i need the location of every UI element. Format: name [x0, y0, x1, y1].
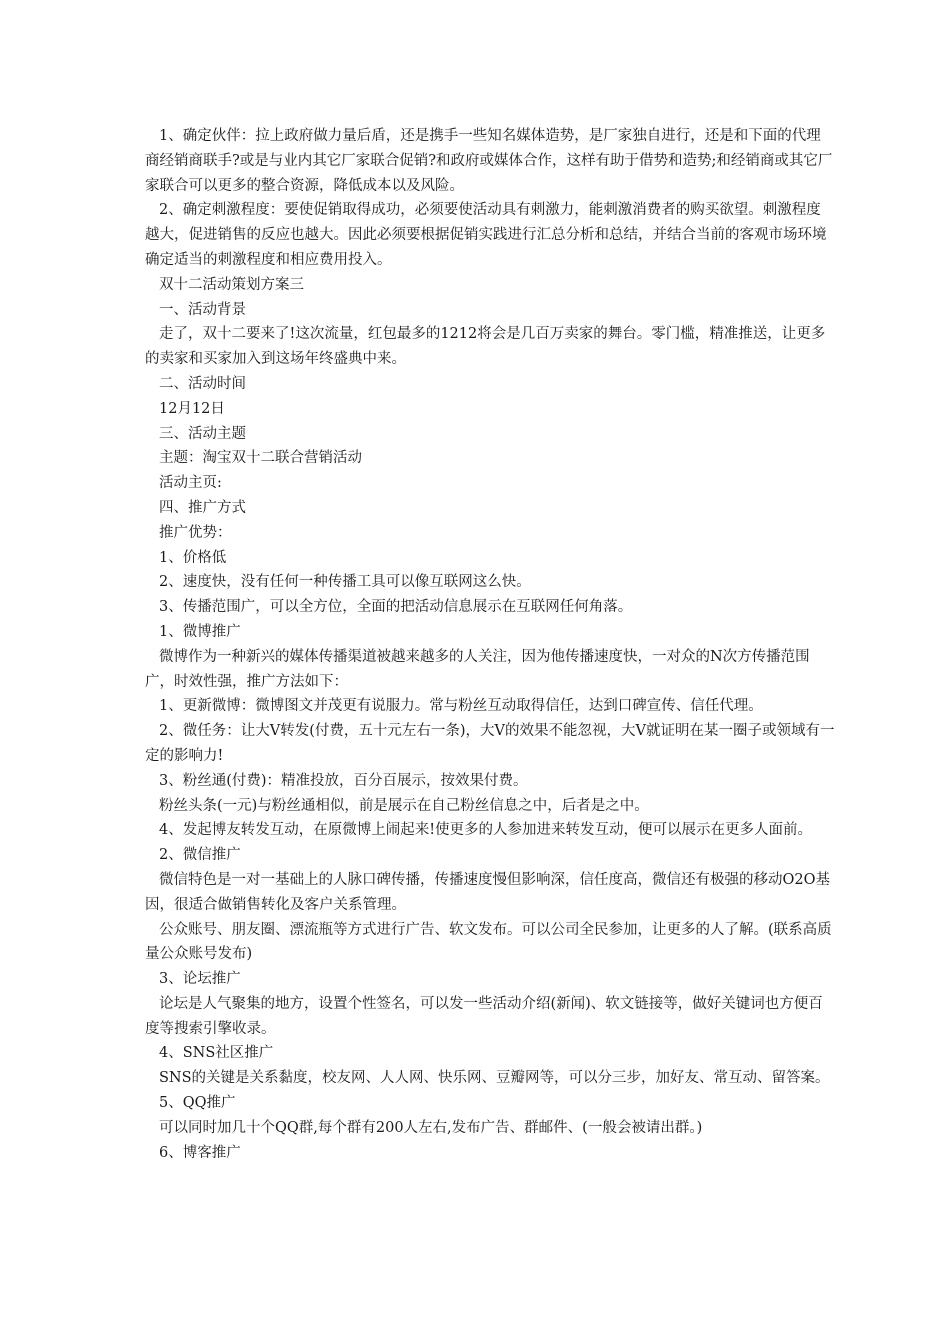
paragraph-date: 12月12日	[159, 400, 225, 417]
heading-promotion-methods: 四、推广方式	[159, 499, 246, 516]
heading-qq: 5、QQ推广	[159, 1095, 236, 1112]
paragraph-background: 走了，双十二要来了!这次流量，红包最多的1212将会是几百万卖家的舞台。零门槛，精准推送，让更多的卖家和买家加入到这场年终盛典中来。	[145, 326, 826, 368]
document-body	[145, 124, 835, 1165]
heading-forum: 3、论坛推广	[159, 971, 241, 988]
list-item-wide-reach: 3、传播范围广，可以全方位，全面的把活动信息展示在互联网任何角落。	[159, 599, 633, 616]
paragraph-fans-headline: 粉丝头条(一元)与粉丝通相似，前是展示在自己粉丝信息之中，后者是之中。	[159, 797, 649, 814]
paragraph-wechat-features: 微信特色是一对一基础上的人脉口碑传播，传播速度慢但影响深，信任度高，微信还有极强的移动O2O基因，很适合做销售转化及客户关系管理。	[145, 871, 830, 913]
list-item-fans-tong: 3、粉丝通(付费)：精准投放，百分百展示，按效果付费。	[159, 772, 528, 789]
list-item-repost-interaction: 4、发起博友转发互动，在原微博上闹起来!使更多的人参加进来转发互动，便可以展示在更多人面前。	[159, 822, 813, 839]
heading-time: 二、活动时间	[159, 375, 246, 392]
paragraph-qq: 可以同时加几十个QQ群,每个群有200人左右,发布广告、群邮件、(一般会被请出群。)	[159, 1119, 703, 1136]
heading-blog: 6、博客推广	[159, 1144, 241, 1161]
list-item-weibo-tasks: 2、微任务：让大V转发(付费，五十元左右一条)，大V的效果不能忽视，大V就证明在某一圈子或领域有一定的影响力!	[145, 723, 835, 764]
paragraph-stimulus-level: 2、确定刺激程度：要使促销取得成功，必须要使活动具有刺激力，能刺激消费者的购买欲望。刺激程度越大，促进销售的反应也越大。因此必须要根据促销实践进行汇总分析和总结，并结合当前的客观市场环境确定适当的刺激程度和相应费用投入。	[145, 202, 827, 268]
paragraph-sns: SNS的关键是关系黏度，校友网、人人网、快乐网、豆瓣网等，可以分三步，加好友、常互动、留答案。	[159, 1070, 830, 1087]
paragraph-forum: 论坛是人气聚集的地方，设置个性签名，可以发一些活动介绍(新闻)、软文链接等，做好关键词也方便百度等搜索引擎收录。	[145, 995, 823, 1037]
list-item-fast-speed: 2、速度快，没有任何一种传播工具可以像互联网这么快。	[159, 574, 531, 591]
paragraph-weibo-intro: 微博作为一种新兴的媒体传播渠道被越来越多的人关注，因为他传播速度快，一对众的N次方传播范围广，时效性强，推广方法如下：	[145, 648, 810, 690]
list-item-weibo-update: 1、更新微博：微博图文并茂更有说服力。常与粉丝互动取得信任，达到口碑宣传、信任代理。	[159, 698, 763, 715]
heading-theme: 三、活动主题	[159, 425, 246, 442]
paragraph-wechat-methods: 公众账号、朋友圈、漂流瓶等方式进行广告、软文发布。可以公司全民参加，让更多的人了解。(联系高质量公众账号发布)	[145, 921, 832, 963]
heading-weibo: 1、微博推广	[159, 623, 241, 640]
heading-wechat: 2、微信推广	[159, 847, 241, 864]
heading-background: 一、活动背景	[159, 301, 246, 318]
paragraph-theme: 主题：淘宝双十二联合营销活动	[159, 450, 362, 467]
heading-sns: 4、SNS社区推广	[159, 1045, 274, 1062]
paragraph-promotion-advantages: 推广优势：	[159, 524, 232, 541]
list-item-low-price: 1、价格低	[159, 549, 227, 566]
paragraph-homepage: 活动主页:	[159, 475, 222, 492]
paragraph-confirm-partner: 1、确定伙伴：拉上政府做力量后盾，还是携手一些知名媒体造势，是厂家独自进行，还是和下面的代理商经销商联手?或是与业内其它厂家联合促销?和政府或媒体合作，这样有助于借势和造势;和经销商或其它厂家联合可以更多的整合资源，降低成本以及风险。	[145, 128, 833, 194]
section-title-plan-three: 双十二活动策划方案三	[159, 276, 304, 293]
